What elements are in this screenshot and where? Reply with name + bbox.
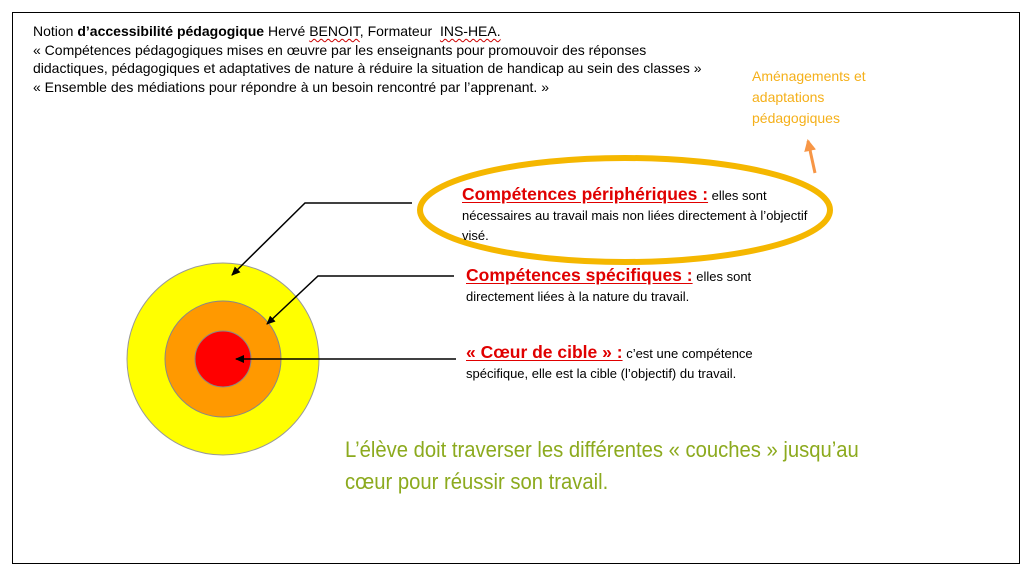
intro-notion-word: Notion [33, 23, 74, 39]
intro-author-role: , Formateur [359, 23, 433, 39]
desc-peripheral: elles sont nécessaires au travail mais non liées directement à l’objectif visé. [462, 188, 808, 243]
desc-core: c’est une compétence spécifique, elle est la cible (l’objectif) du travail. [466, 346, 753, 381]
term-specific: Compétences spécifiques : [466, 265, 693, 285]
intro-quote-2: « Ensemble des médiations pour répondre à un besoin rencontré par l’apprenant. » [33, 78, 549, 95]
arrow-to-outer-ring [232, 203, 412, 275]
intro-quote-1: « Compétences pédagogiques mises en œuvre par les enseignants pour promouvoir des réponses didactiques, pédagogiques et adaptatives de nature à réduire la situation de handicap au sein des classes » [33, 41, 702, 76]
intro-author-last: BENOIT [309, 23, 360, 39]
term-core: « Cœur de cible » : [466, 342, 623, 362]
intro-notion-term: d’accessibilité pédagogique [77, 23, 265, 39]
intro-institution: INS-HEA. [439, 23, 501, 39]
label-specific-competences [466, 265, 806, 307]
label-core-target [466, 342, 811, 384]
conclusion-text: L’élève doit traverser les différentes « couches » jusqu’au cœur pour réussir son travail. [345, 437, 859, 494]
label-peripheral-competences [462, 184, 814, 246]
orange-arrow-up [808, 141, 815, 173]
amenagements-annotation: Aménagements et adaptations pédagogiques [752, 68, 866, 126]
intro-author-first: Hervé [267, 23, 306, 39]
desc-specific: elles sont directement liées à la nature du travail. [466, 269, 752, 304]
term-peripheral: Compétences périphériques : [462, 184, 709, 204]
